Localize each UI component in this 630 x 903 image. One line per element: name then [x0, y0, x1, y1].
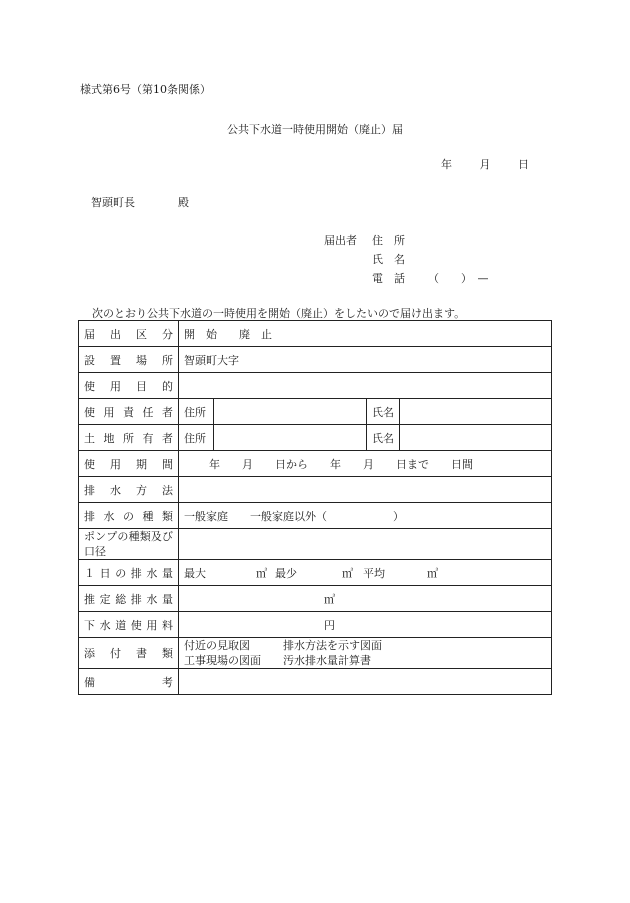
daily-min-unit: ㎥: [342, 566, 353, 580]
daily-min-label: 最少: [275, 566, 297, 580]
sewer-fee-unit: 円: [324, 618, 335, 632]
form-number: 様式第6号（第10条関係）: [80, 83, 211, 96]
value-attachments[interactable]: [179, 638, 552, 669]
row-pump: [79, 529, 552, 560]
row-location: [79, 347, 552, 373]
value-location[interactable]: 智頭町大字: [179, 347, 552, 373]
value-pump[interactable]: [179, 529, 552, 560]
intro-text: 次のとおり公共下水道の一時使用を開始（廃止）をしたいので届け出ます。: [92, 307, 466, 320]
row-sewer-fee: [79, 612, 552, 638]
label-location: 設置場所: [79, 347, 179, 373]
applicant-label: 届出者: [324, 234, 357, 247]
attachments-line-2: 工事現場の図面 汚水排水量計算書: [184, 654, 371, 667]
value-remarks[interactable]: [179, 669, 552, 695]
honorific: 殿: [178, 196, 189, 209]
applicant-phone-format: （ ） —: [428, 272, 489, 285]
applicant-block: [324, 231, 489, 288]
value-daily-volume[interactable]: [179, 560, 552, 586]
row-remarks: [79, 669, 552, 695]
daily-avg-label: 平均: [363, 566, 385, 580]
applicant-address-label: 住 所: [372, 234, 405, 247]
row-drainage-method: [79, 477, 552, 503]
row-user-responsible: [79, 399, 552, 425]
applicant-phone-label: 電 話: [372, 272, 405, 285]
row-daily-volume: [79, 560, 552, 586]
date-line: [441, 156, 553, 172]
user-responsible-name-field[interactable]: [400, 399, 552, 425]
applicant-phone-row: [324, 269, 489, 288]
applicant-name-row: [324, 250, 489, 269]
estimated-total-unit: ㎥: [324, 592, 335, 606]
value-sewer-fee[interactable]: [179, 612, 552, 638]
value-drainage-method[interactable]: [179, 477, 552, 503]
label-attachments: 添付書類: [79, 638, 179, 669]
addressee: [91, 194, 189, 210]
row-period: [79, 451, 552, 477]
row-purpose: [79, 373, 552, 399]
label-purpose: 使用目的: [79, 373, 179, 399]
land-owner-address-field[interactable]: [214, 425, 367, 451]
label-daily-volume: １日の排水量: [79, 560, 179, 586]
application-table: [78, 320, 552, 695]
value-notification-type[interactable]: 開 始 廃 止: [179, 321, 552, 347]
applicant-address-row: [324, 231, 489, 250]
value-period[interactable]: 年 月 日から 年 月 日まで 日間: [179, 451, 552, 477]
value-estimated-total[interactable]: [179, 586, 552, 612]
date-day: 日: [518, 158, 529, 171]
value-drainage-type[interactable]: 一般家庭 一般家庭以外（ ）: [179, 503, 552, 529]
label-land-owner: 土地所有者: [79, 425, 179, 451]
land-owner-address-label: 住所: [179, 425, 214, 451]
attachments-line-1: 付近の見取図 排水方法を示す図面: [184, 639, 382, 652]
label-remarks: 備考: [79, 669, 179, 695]
daily-max-label: 最大: [184, 566, 206, 580]
row-land-owner: [79, 425, 552, 451]
addressee-name: 智頭町長: [91, 196, 135, 209]
row-estimated-total: [79, 586, 552, 612]
label-estimated-total: 推定総排水量: [79, 586, 179, 612]
daily-max-unit: ㎥: [256, 566, 267, 580]
daily-avg-unit: ㎥: [427, 566, 438, 580]
value-purpose[interactable]: [179, 373, 552, 399]
applicant-name-label: 氏 名: [372, 253, 405, 266]
row-attachments: [79, 638, 552, 669]
user-responsible-name-label: 氏名: [367, 399, 400, 425]
user-responsible-address-label: 住所: [179, 399, 214, 425]
label-sewer-fee: 下水道使用料: [79, 612, 179, 638]
label-drainage-method: 排水方法: [79, 477, 179, 503]
label-pump: ポンプの種類及び口径: [79, 529, 179, 560]
land-owner-name-field[interactable]: [400, 425, 552, 451]
label-user-responsible: 使用責任者: [79, 399, 179, 425]
label-period: 使用期間: [79, 451, 179, 477]
land-owner-name-label: 氏名: [367, 425, 400, 451]
label-notification-type: 届出区分: [79, 321, 179, 347]
label-drainage-type: 排水の種類: [79, 503, 179, 529]
date-month: 月: [479, 158, 491, 171]
row-drainage-type: [79, 503, 552, 529]
row-notification-type: [79, 321, 552, 347]
date-year: 年: [441, 158, 452, 171]
document-title: 公共下水道一時使用開始（廃止）届: [227, 123, 403, 136]
user-responsible-address-field[interactable]: [214, 399, 367, 425]
